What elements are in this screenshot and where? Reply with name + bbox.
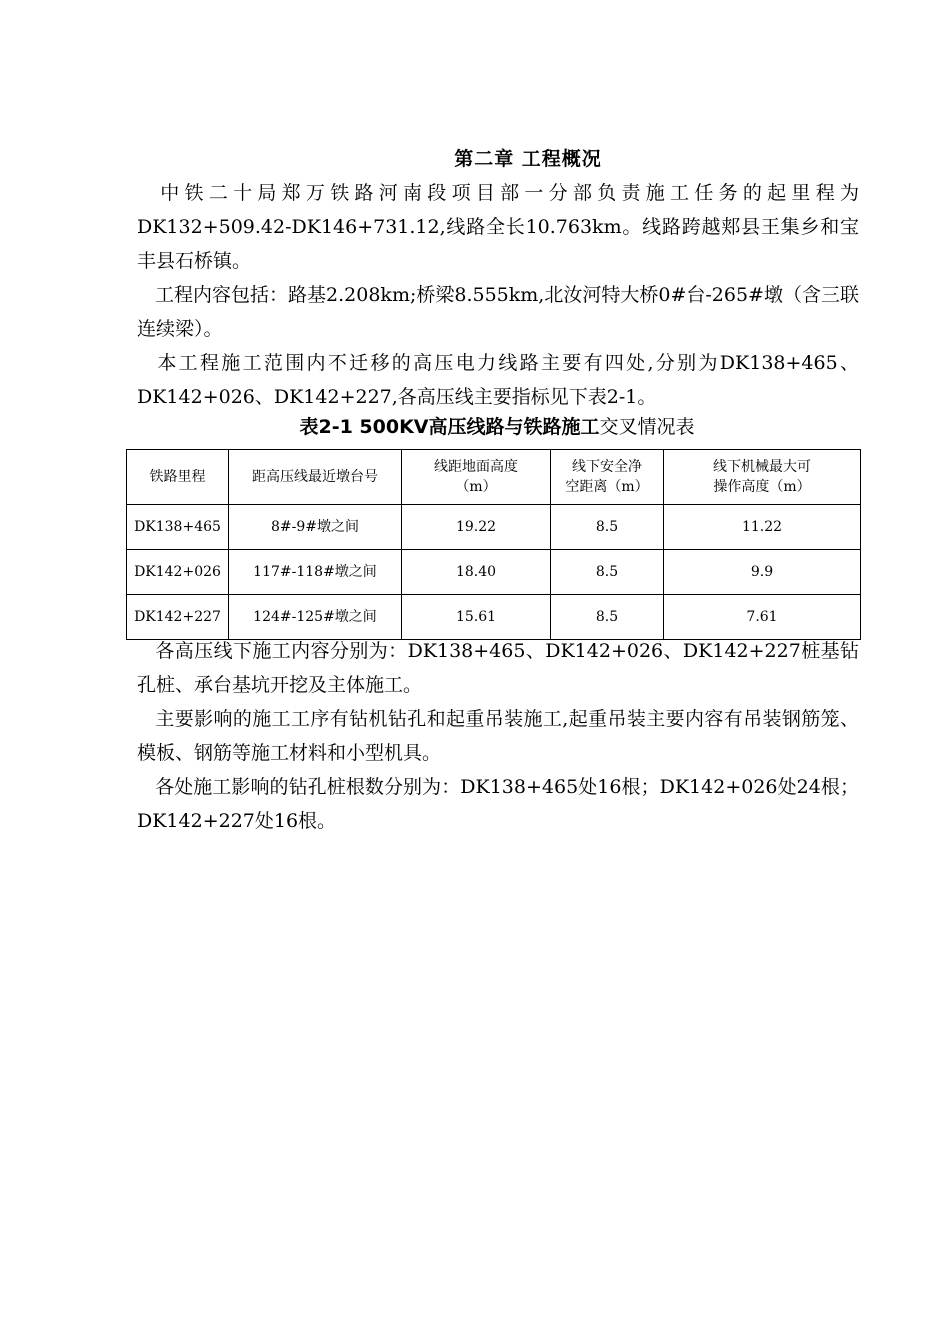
paragraph-processes	[137, 702, 859, 770]
paragraph-construction-content	[137, 634, 859, 702]
cell-max-machine-height: 9.9	[664, 550, 861, 595]
cell-mileage: DK138+465	[127, 505, 229, 550]
paragraph-pile-counts	[137, 770, 859, 838]
paragraph-content	[137, 278, 859, 346]
paragraph-content-text: 工程内容包括：路基2.208km;桥梁8.555km,北汝河特大桥0#台-265#墩（含三联连续梁）。	[137, 284, 859, 340]
cell-mileage: DK142+026	[127, 550, 229, 595]
paragraph-pile-counts-text: 各处施工影响的钻孔桩根数分别为：DK138+465处16根；DK142+026处24根；DK142+227处16根。	[137, 776, 859, 832]
cell-pier: 8#-9#墩之间	[229, 505, 402, 550]
cell-safe-distance: 8.5	[551, 505, 664, 550]
power-line-table	[126, 449, 861, 640]
header-mileage: 铁路里程	[127, 450, 229, 505]
cell-line-height: 18.40	[402, 550, 551, 595]
cell-line-height: 19.22	[402, 505, 551, 550]
header-nearest-pier: 距高压线最近墩台号	[229, 450, 402, 505]
paragraph-scope	[137, 176, 859, 278]
table-header-row	[127, 450, 861, 505]
cell-safe-distance: 8.5	[551, 595, 664, 640]
header-max-machine-height: 线下机械最大可 操作高度（m）	[664, 450, 861, 505]
paragraph-scope-text: 中铁二十局郑万铁路河南段项目部一分部负责施工任务的起里程为DK132+509.42-DK146+731.12,线路全长10.763km。线路跨越郏县王集乡和宝丰县石桥镇。	[137, 182, 859, 272]
paragraph-power-lines-text: 本工程施工范围内不迁移的高压电力线路主要有四处,分别为DK138+465、DK142+026、DK142+227,各高压线主要指标见下表2-1。	[137, 352, 859, 408]
cell-line-height: 15.61	[402, 595, 551, 640]
table-caption-normal: 交叉情况表	[599, 416, 695, 438]
table-row	[127, 505, 861, 550]
header-safe-distance: 线下安全净 空距离（m）	[551, 450, 664, 505]
cell-mileage: DK142+227	[127, 595, 229, 640]
cell-pier: 117#-118#墩之间	[229, 550, 402, 595]
paragraph-processes-text: 主要影响的施工工序有钻机钻孔和起重吊装施工,起重吊装主要内容有吊装钢筋笼、模板、钢筋等施工材料和小型机具。	[137, 708, 859, 764]
cell-pier: 124#-125#墩之间	[229, 595, 402, 640]
chapter-title: 第二章 工程概况	[454, 148, 602, 170]
table-row	[127, 550, 861, 595]
header-line-height: 线距地面高度 （m）	[402, 450, 551, 505]
table-caption	[0, 413, 950, 441]
paragraph-construction-content-text: 各高压线下施工内容分别为：DK138+465、DK142+026、DK142+227桩基钻孔桩、承台基坑开挖及主体施工。	[137, 640, 859, 696]
table-caption-bold: 表2-1 500KV高压线路与铁路施工	[299, 416, 600, 438]
cell-max-machine-height: 7.61	[664, 595, 861, 640]
table-row	[127, 595, 861, 640]
paragraph-power-lines	[137, 346, 859, 414]
cell-max-machine-height: 11.22	[664, 505, 861, 550]
cell-safe-distance: 8.5	[551, 550, 664, 595]
